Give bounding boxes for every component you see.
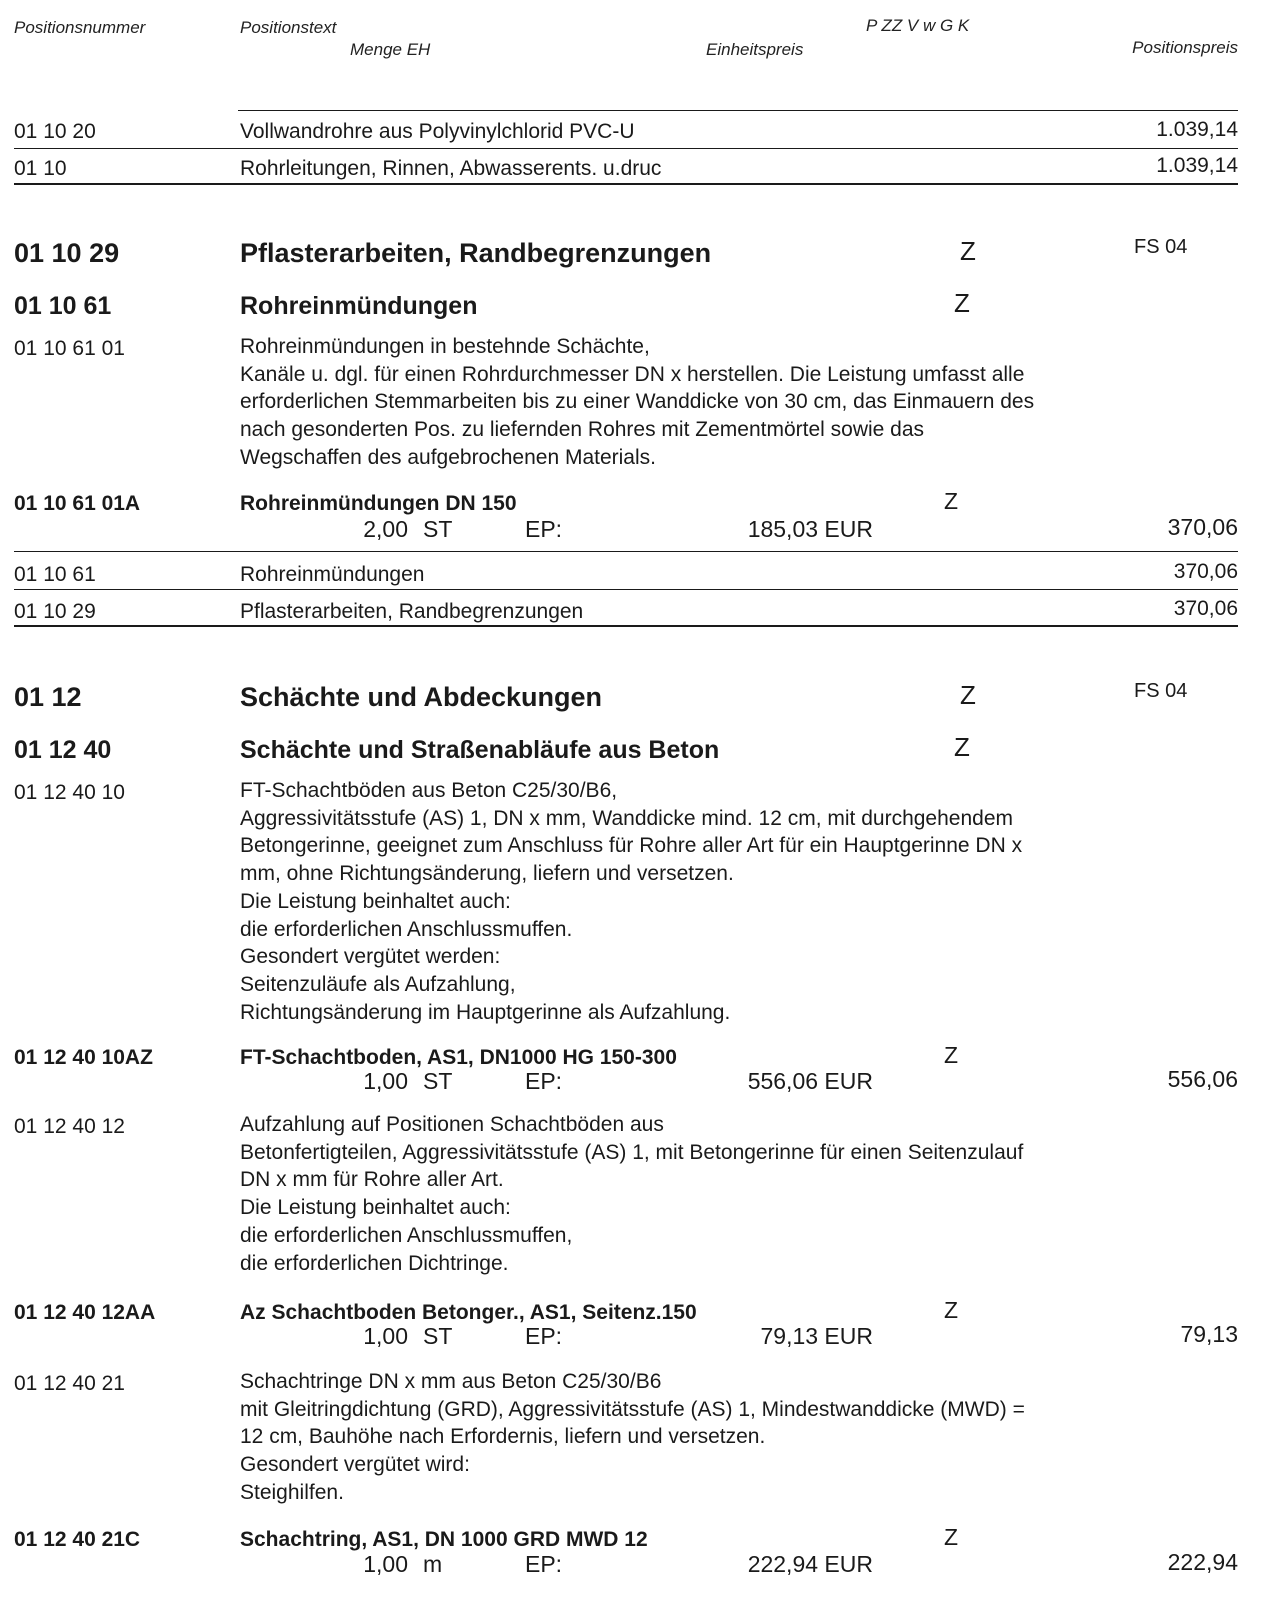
ep-label: EP: xyxy=(525,1323,563,1349)
summary-nr: 01 10 20 xyxy=(14,120,96,143)
item-unit-price: 185,03 EUR xyxy=(747,516,873,542)
column-header-einheitspreis: Einheitspreis xyxy=(706,40,804,59)
item-title: Rohreinmündungen DN 150 xyxy=(240,492,517,515)
header-divider xyxy=(238,110,1238,111)
description-line: Gesondert vergütet werden: xyxy=(240,945,501,969)
description-block xyxy=(240,777,1022,1026)
summary-underline xyxy=(14,183,1238,185)
z-flag: Z xyxy=(960,236,976,266)
description-line: die erforderlichen Dichtringe. xyxy=(240,1251,509,1275)
ep-label: EP: xyxy=(525,1551,563,1577)
description-block xyxy=(240,333,1034,472)
ep-label: EP: xyxy=(525,1068,563,1094)
item-total-price: 79,13 xyxy=(1180,1321,1238,1347)
z-flag: Z xyxy=(944,488,959,514)
section-number: 01 10 29 xyxy=(14,238,120,268)
summary-underline xyxy=(14,589,1238,590)
description-line: DN x mm für Rohre aller Art. xyxy=(240,1168,504,1192)
item-unit-price: 556,06 EUR xyxy=(747,1068,873,1094)
item-number: 01 12 40 10AZ xyxy=(14,1046,153,1069)
position-number: 01 12 40 10 xyxy=(14,781,125,804)
z-flag: Z xyxy=(954,732,970,762)
description-line: Die Leistung beinhaltet auch: xyxy=(240,889,511,913)
group-title: Rohreinmündungen xyxy=(240,292,478,320)
description-line: erforderlichen Stemmarbeiten bis zu einer Wanddicke von 30 cm, das Einmauern des xyxy=(240,390,1035,414)
item-unit: ST xyxy=(423,1068,453,1094)
description-line: Kanäle u. dgl. für einen Rohrdurchmesser DN x herstellen. Die Leistung umfasst alle xyxy=(240,362,1025,386)
item-number: 01 12 40 21C xyxy=(14,1528,141,1551)
group-number: 01 12 40 xyxy=(14,736,112,764)
item-number: 01 10 61 01A xyxy=(14,492,141,515)
z-flag: Z xyxy=(944,1524,959,1550)
summary-price: 1.039,14 xyxy=(1156,118,1238,141)
fs-code: FS 04 xyxy=(1134,236,1188,258)
summary-nr: 01 10 xyxy=(14,157,67,180)
summary-nr: 01 10 61 xyxy=(14,563,96,586)
item-total-price: 370,06 xyxy=(1167,514,1238,540)
description-block xyxy=(240,1111,1023,1277)
summary-underline xyxy=(14,625,1238,627)
description-line: die erforderlichen Anschlussmuffen, xyxy=(240,1223,573,1247)
z-flag: Z xyxy=(944,1297,959,1323)
description-line: 12 cm, Bauhöhe nach Erfordernis, liefern und versetzen. xyxy=(240,1425,766,1449)
item-unit: ST xyxy=(423,1323,453,1349)
description-line: Schachtringe DN x mm aus Beton C25/30/B6 xyxy=(240,1370,662,1393)
item-quantity: 1,00 xyxy=(363,1551,408,1577)
summary-text: Rohreinmündungen xyxy=(240,563,425,586)
description-line: Seitenzuläufe als Aufzahlung, xyxy=(240,972,516,996)
item-quantity: 2,00 xyxy=(363,516,408,542)
position-number: 01 12 40 12 xyxy=(14,1115,125,1138)
item-unit-price: 222,94 EUR xyxy=(747,1551,873,1577)
summary-text: Vollwandrohre aus Polyvinylchlorid PVC-U xyxy=(240,120,635,143)
description-line: Wegschaffen des aufgebrochenen Materials. xyxy=(240,445,656,469)
summary-price: 370,06 xyxy=(1173,560,1238,583)
column-header-positionsnummer: Positionsnummer xyxy=(14,18,146,37)
position-number: 01 10 61 01 xyxy=(14,337,125,360)
summary-underline xyxy=(14,148,1238,149)
item-title: Schachtring, AS1, DN 1000 GRD MWD 12 xyxy=(240,1528,648,1551)
item-title: Az Schachtboden Betonger., AS1, Seitenz.150 xyxy=(240,1301,697,1324)
description-line: Rohreinmündungen in bestehnde Schächte, xyxy=(240,335,650,358)
description-line: Betongerinne, geeignet zum Anschluss für Rohre aller Art für ein Hauptgerinne DN x xyxy=(240,834,1023,858)
section-number: 01 12 xyxy=(14,682,82,712)
group-title: Schächte und Straßenabläufe aus Beton xyxy=(240,736,720,764)
item-total-price: 556,06 xyxy=(1167,1066,1238,1092)
description-line: mm, ohne Richtungsänderung, liefern und versetzen. xyxy=(240,862,734,886)
z-flag: Z xyxy=(944,1042,959,1068)
ep-label: EP: xyxy=(525,516,563,542)
z-flag: Z xyxy=(954,288,970,318)
description-line: die erforderlichen Anschlussmuffen. xyxy=(240,917,573,941)
item-number: 01 12 40 12AA xyxy=(14,1301,156,1324)
item-unit: ST xyxy=(423,516,453,542)
summary-price: 370,06 xyxy=(1173,597,1238,620)
z-flag: Z xyxy=(960,680,976,710)
description-line: Aufzahlung auf Positionen Schachtböden aus xyxy=(240,1113,664,1136)
column-header-menge-eh: Menge EH xyxy=(350,40,431,59)
item-total-price: 222,94 xyxy=(1167,1549,1238,1575)
summary-nr: 01 10 29 xyxy=(14,600,96,623)
description-line: nach gesonderten Pos. zu liefernden Rohres mit Zementmörtel sowie das xyxy=(240,418,925,442)
item-quantity: 1,00 xyxy=(363,1068,408,1094)
summary-price: 1.039,14 xyxy=(1156,154,1238,177)
group-number: 01 10 61 xyxy=(14,292,112,320)
item-quantity: 1,00 xyxy=(363,1323,408,1349)
fs-code: FS 04 xyxy=(1134,680,1188,702)
description-line: Betonfertigteilen, Aggressivitätsstufe (AS) 1, mit Betongerinne für einen Seitenzulauf xyxy=(240,1140,1024,1164)
section-title: Schächte und Abdeckungen xyxy=(240,682,603,712)
position-number: 01 12 40 21 xyxy=(14,1372,125,1395)
description-line: Richtungsänderung im Hauptgerinne als Aufzahlung. xyxy=(240,1000,731,1024)
item-unit: m xyxy=(423,1551,443,1577)
description-line: mit Gleitringdichtung (GRD), Aggressivitätsstufe (AS) 1, Mindestwanddicke (MWD) = xyxy=(240,1397,1025,1421)
column-header-positionstext: Positionstext xyxy=(240,18,337,37)
description-line: Die Leistung beinhaltet auch: xyxy=(240,1196,511,1220)
description-line: Steighilfen. xyxy=(240,1480,344,1504)
description-line: FT-Schachtböden aus Beton C25/30/B6, xyxy=(240,779,618,802)
description-line: Gesondert vergütet wird: xyxy=(240,1453,470,1477)
summary-text: Rohrleitungen, Rinnen, Abwasserents. u.druc xyxy=(240,157,662,180)
item-unit-price: 79,13 EUR xyxy=(760,1323,873,1349)
column-header-flags: P ZZ V w G K xyxy=(866,16,970,35)
description-line: Aggressivitätsstufe (AS) 1, DN x mm, Wanddicke mind. 12 cm, mit durchgehendem xyxy=(240,806,1014,830)
summary-divider xyxy=(14,551,1238,552)
section-title: Pflasterarbeiten, Randbegrenzungen xyxy=(240,238,712,268)
summary-text: Pflasterarbeiten, Randbegrenzungen xyxy=(240,600,584,623)
column-header-positionspreis: Positionspreis xyxy=(1132,38,1238,57)
item-title: FT-Schachtboden, AS1, DN1000 HG 150-300 xyxy=(240,1046,677,1069)
description-block xyxy=(240,1368,1025,1507)
